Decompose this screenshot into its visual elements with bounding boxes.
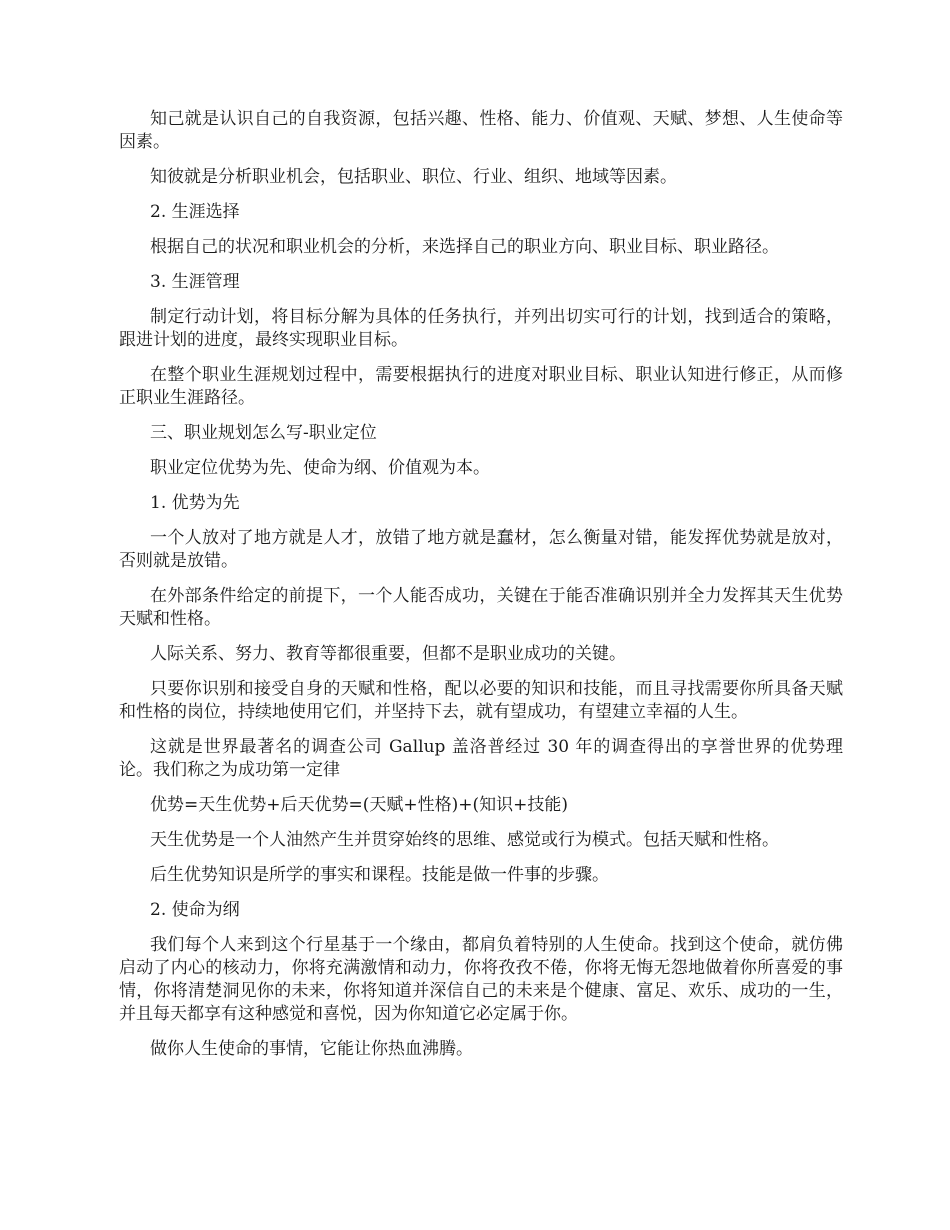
- paragraph-career-choice: 根据自己的状况和职业机会的分析，来选择自己的职业方向、职业目标、职业路径。: [150, 237, 779, 257]
- paragraph-know-self: 知己就是认识自己的自我资源，包括兴趣、性格、能力、价值观、天赋、梦想、人生使命等因素。: [119, 109, 843, 152]
- paragraph-not-key-factors: 人际关系、努力、教育等都很重要，但都不是职业成功的关键。: [150, 644, 626, 664]
- heading-career-management: 3. 生涯管理: [150, 272, 240, 292]
- paragraph-positioning-summary: 职业定位优势为先、使命为纲、价值观为本。: [150, 458, 490, 478]
- paragraph-revise-path: 在整个职业生涯规划过程中，需要根据执行的进度对职业目标、职业认知进行修正，从而修正职业生涯路径。: [119, 365, 843, 408]
- heading-mission-guideline: 2. 使命为纲: [150, 900, 240, 920]
- heading-career-positioning: 三、职业规划怎么写-职业定位: [150, 423, 377, 443]
- document-body: [119, 108, 843, 1073]
- heading-career-choice: 2. 生涯选择: [150, 202, 240, 222]
- paragraph-innate-strengths: 天生优势是一个人油然产生并贯穿始终的思维、感觉或行为模式。包括天赋和性格。: [150, 830, 779, 850]
- paragraph-strength-formula: 优势=天生优势+后天优势=(天赋+性格)+(知识+技能): [150, 795, 568, 815]
- paragraph-know-others: 知彼就是分析职业机会，包括职业、职位、行业、组织、地域等因素。: [150, 167, 677, 187]
- paragraph-life-mission: 我们每个人来到这个行星基于一个缘由，都肩负着特别的人生使命。找到这个使命，就仿佛启动了内心的核动力，你将充满激情和动力，你将孜孜不倦，你将无悔无怨地做着你所喜爱的事情，你将清楚洞见你的未来，你将知道并深信自己的未来是个健康、富足、欢乐、成功的一生，并且每天都享有这种感觉和喜悦，因为你知道它必定属于你。: [119, 935, 843, 1024]
- paragraph-identify-talents: 只要你识别和接受自身的天赋和性格，配以必要的知识和技能，而且寻找需要你所具备天赋和性格的岗位，持续地使用它们，并坚持下去，就有望成功，有望建立幸福的人生。: [119, 679, 843, 722]
- paragraph-action-plan: 制定行动计划，将目标分解为具体的任务执行，并列出切实可行的计划，找到适合的策略，跟进计划的进度，最终实现职业目标。: [119, 307, 843, 350]
- paragraph-external-conditions: 在外部条件给定的前提下，一个人能否成功，关键在于能否准确识别并全力发挥其天生优势天赋和性格。: [119, 586, 843, 629]
- paragraph-passion: 做你人生使命的事情，它能让你热血沸腾。: [150, 1039, 473, 1059]
- paragraph-right-place: 一个人放对了地方就是人才，放错了地方就是蠢材，怎么衡量对错，能发挥优势就是放对，否则就是放错。: [119, 528, 843, 571]
- paragraph-acquired-strengths: 后生优势知识是所学的事实和课程。技能是做一件事的步骤。: [150, 865, 609, 885]
- heading-strengths-first: 1. 优势为先: [150, 493, 240, 513]
- paragraph-gallup-theory: 这就是世界最著名的调查公司 Gallup 盖洛普经过 30 年的调查得出的享誉世界的优势理论。我们称之为成功第一定律: [119, 737, 843, 780]
